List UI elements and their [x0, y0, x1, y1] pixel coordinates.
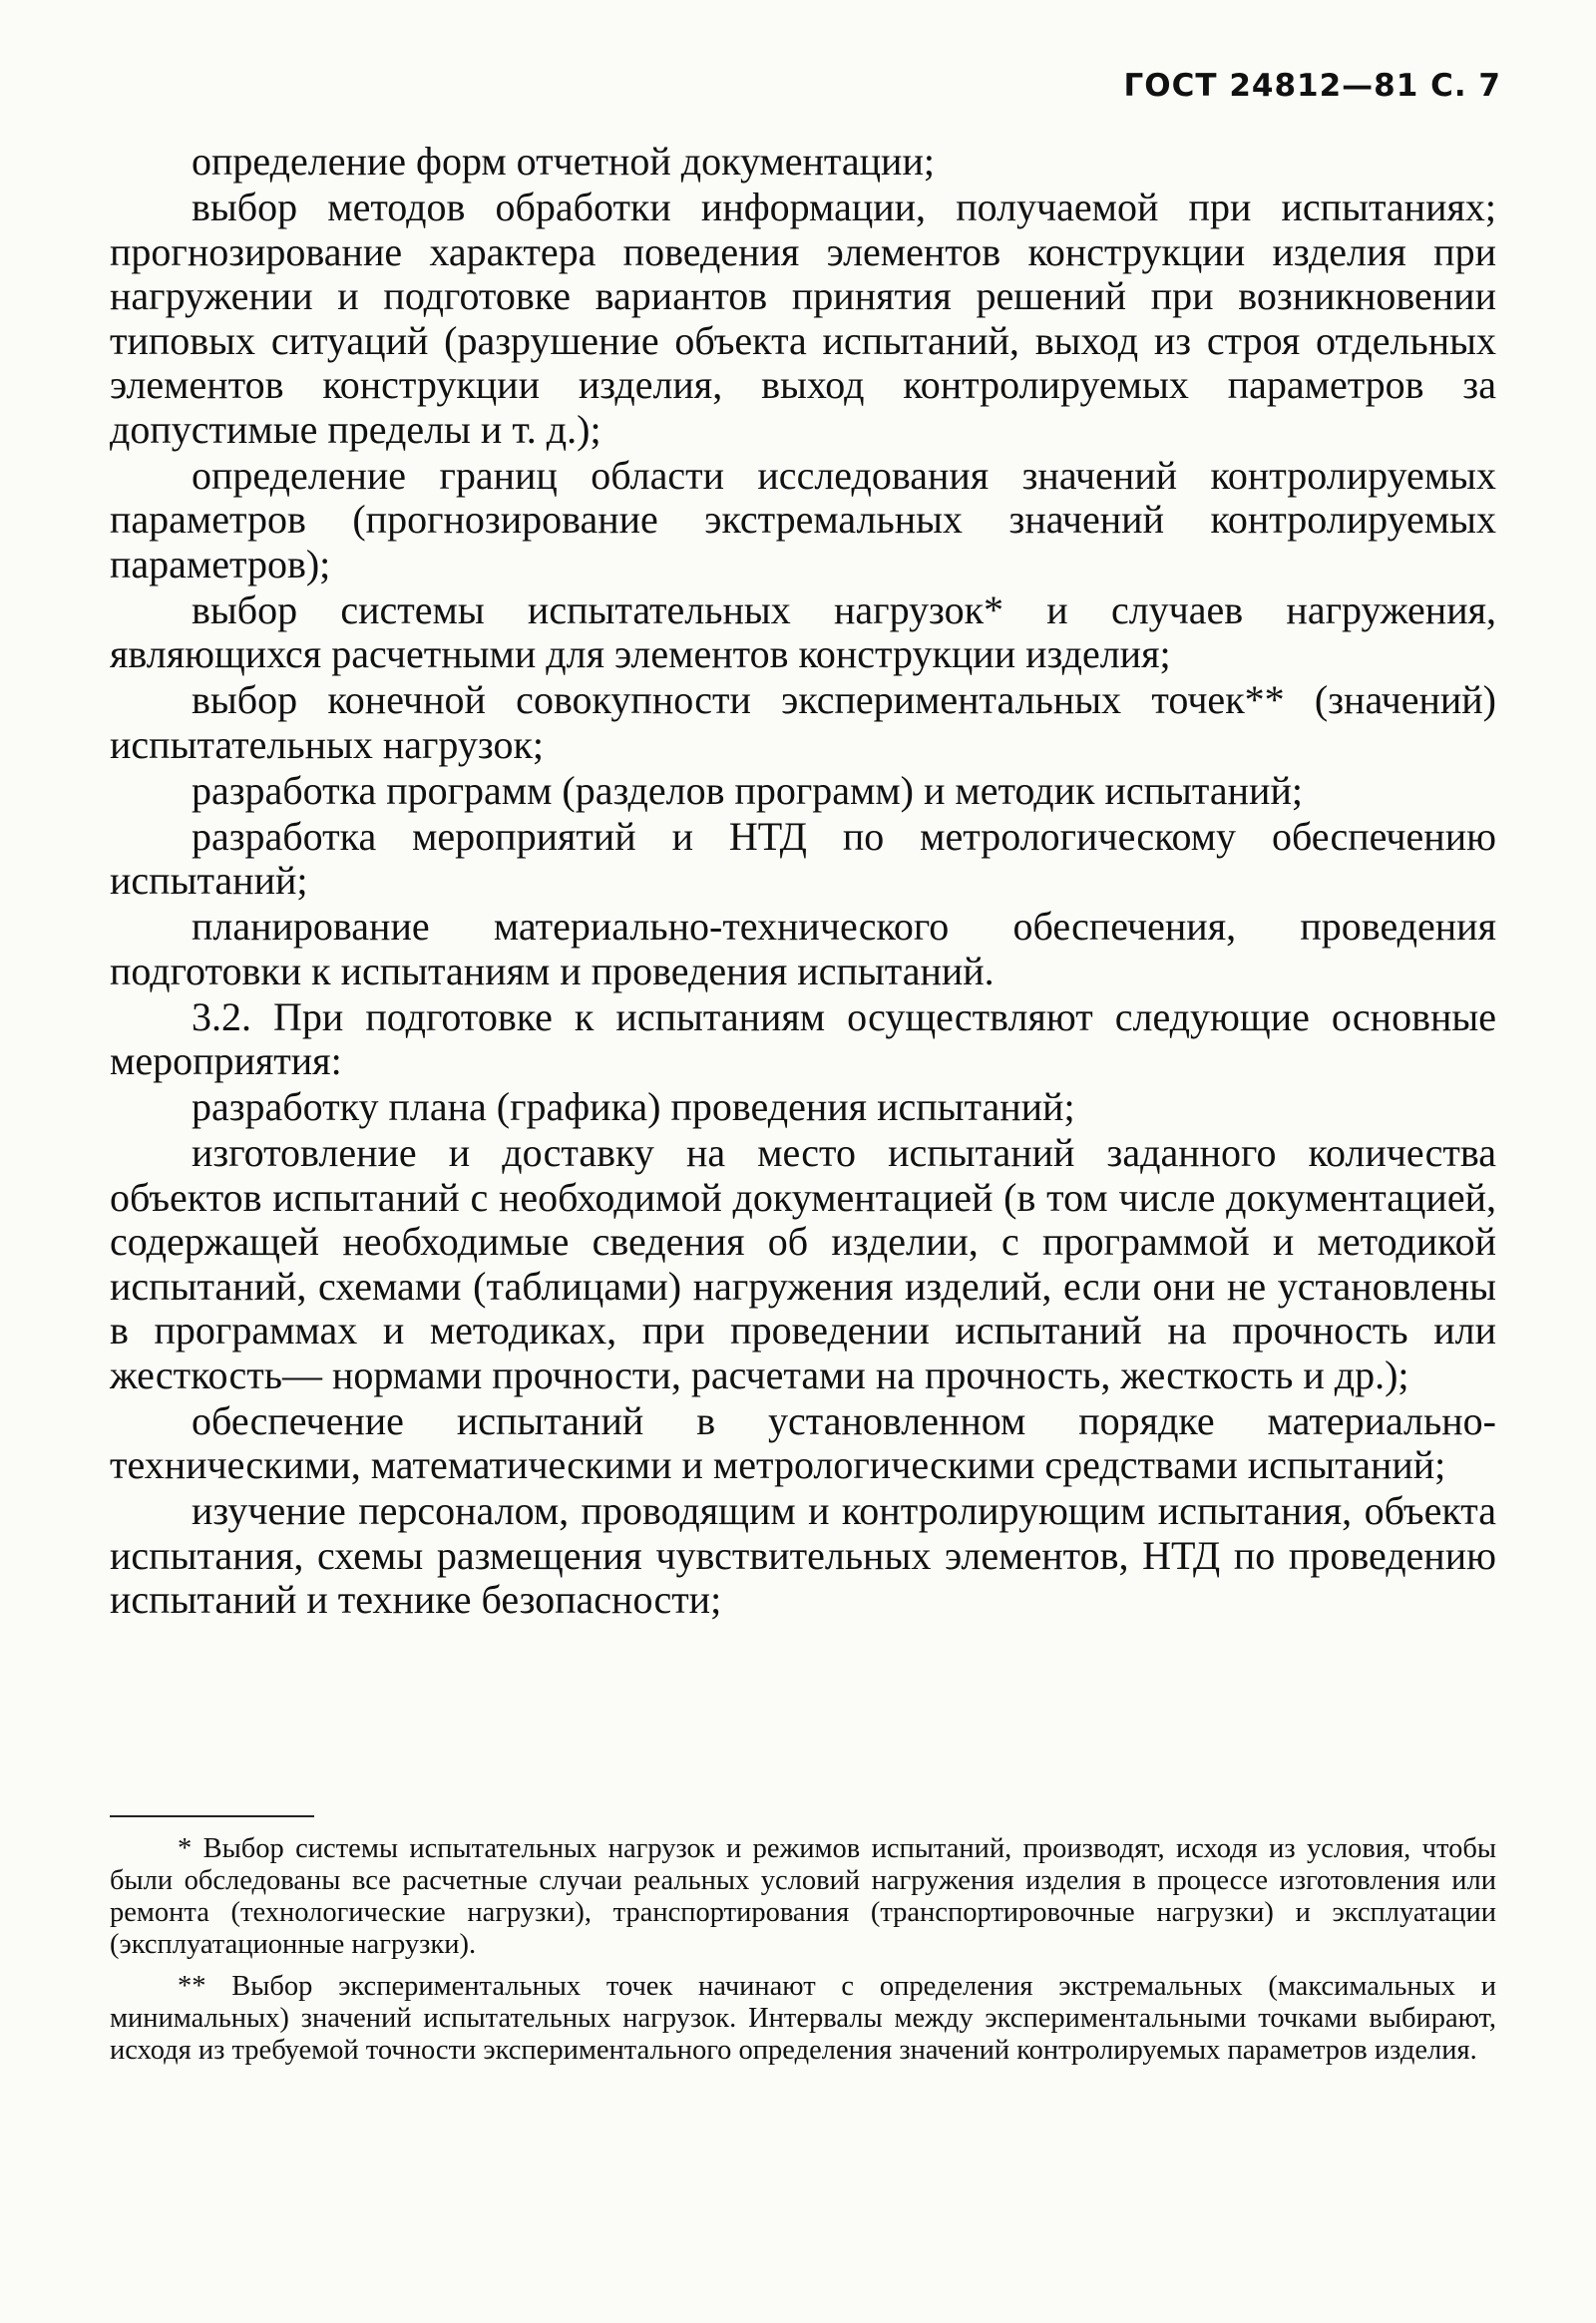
paragraph-research-boundaries: определение границ области исследования значений контролируемых параметров (прогнозирование экстремальных значений контролируемых параметров); — [110, 452, 1496, 586]
paragraph-test-support: обеспечение испытаний в установленном порядке материально-техническими, математическими и метрологическими средствами испытаний; — [110, 1397, 1496, 1487]
paragraph-experimental-points: выбор конечной совокупности экспериментальных точек** (значений) испытательных нагрузок; — [110, 677, 1496, 767]
footnote-1: * Выбор системы испытательных нагрузок и режимов испытаний, производят, исходя из условия, чтобы были обследованы все расчетные случаи реальных условий нагружения изделия в процессе изготовления или ремонта (технологические нагрузки), транспортирования (транспортировочные нагрузки) и эксплуатации (эксплуатационные нагрузки). — [110, 1833, 1496, 1960]
footnote-divider — [110, 1815, 314, 1817]
footnotes — [110, 1833, 1496, 2077]
paragraph-test-schedule: разработку плана (графика) проведения испытаний; — [192, 1084, 1075, 1129]
paragraph-report-forms: определение форм отчетной документации; — [192, 139, 935, 184]
paragraph-metrology-measures: разработка мероприятий и НТД по метрологическому обеспечению испытаний; — [110, 813, 1496, 903]
footnote-2: ** Выбор экспериментальных точек начинают с определения экстремальных (максимальных и минимальных) значений испытательных нагрузок. Интервалы между экспериментальными точками выбирают, исходя из требуемой точности экспериментального определения значений контролируемых параметров изделия. — [110, 1971, 1496, 2066]
paragraph-program-development: разработка программ (разделов программ) и методик испытаний; — [192, 767, 1303, 813]
paragraph-object-delivery: изготовление и доставку на место испытаний заданного количества объектов испытаний с необходимой документацией (в том числе документацией, содержащей необходимые сведения об изделии, с программой и методикой испытаний, схемами (таблицами) нагружения изделий, если они не установлены в программах и методиках, при проведении испытаний на прочность или жесткость— нормами прочности, расчетами на прочность, жесткость и др.); — [110, 1130, 1496, 1397]
paragraph-load-system: выбор системы испытательных нагрузок* и случаев нагружения, являющихся расчетными для элементов конструкции изделия; — [110, 586, 1496, 676]
paragraph-logistics-planning: планирование материально-технического обеспечения, проведения подготовки к испытаниям и проведения испытаний. — [110, 904, 1496, 993]
main-text — [110, 140, 1496, 1624]
paragraph-personnel-training: изучение персоналом, проводящим и контролирующим испытания, объекта испытания, схемы размещения чувствительных элементов, НТД по проведению испытаний и технике безопасности; — [110, 1488, 1496, 1622]
section-3-2-intro: 3.2. При подготовке к испытаниям осуществляют следующие основные мероприятия: — [110, 993, 1496, 1083]
paragraph-processing-methods: выбор методов обработки информации, получаемой при испытаниях; прогнозирование характера поведения элементов конструкции изделия при нагружении и подготовке вариантов принятия решений при возникновении типовых ситуаций (разрушение объекта испытаний, выход из строя отдельных элементов конструкции изделия, выход контролируемых параметров за допустимые пределы и т. д.); — [110, 185, 1496, 452]
page-header-doc-ref: ГОСТ 24812—81 С. 7 — [1123, 68, 1501, 104]
